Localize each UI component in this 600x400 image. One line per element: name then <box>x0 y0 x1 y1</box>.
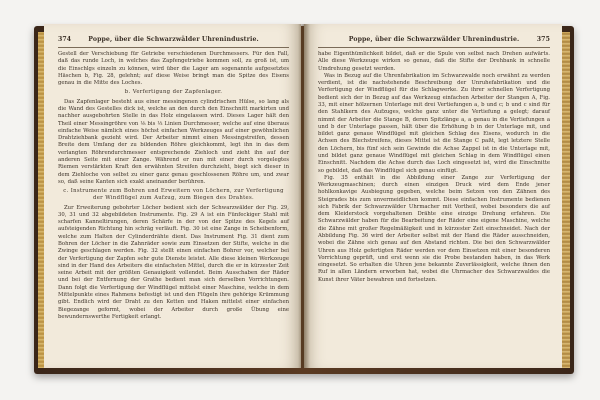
right-page <box>304 24 562 368</box>
left-page-number: 374 <box>58 36 72 43</box>
left-header-rule <box>58 47 289 48</box>
paragraph: habe Eigenthümlichkeit bildet, daß er die Spule von selbst nach Drehen aufwärts. Alle diese Werkzeuge wirken so genau, daß die Stifte der Drehbank in schnelle Umdrehung gesetzt werden. <box>318 51 550 72</box>
left-page-body <box>58 51 289 358</box>
paragraph: Das Zapfenlager besteht aus einer messingenen cylindrischen Hülse, so lang als die Wand des Gestelles dick ist, welche an den durch den Einschnitt markirten und nachher ausgebohrten Stelle in das Holz eingelassen wird. Dieses Lager hält den Theil einer Messingröhre von ⅛ bis ⅓ Linien Durchmesser, welche auf eine überaus einfache Weise nämlich eines höchst einfachen Werkzeuges auf einer gewöhnlichen Drahtziehbank gezieht wird. Der Arbeiter nimmt einen Messingstreifen, dessen Breite dem Umfang der zu bildenden Röhre gleichkommt, legt ihn in das dem verlangten Röhrendurchmesser entsprechende Ziehloch und zieht ihn auf der anderen Seite mit einer Zange. Während er nun mit einer durch vorgelegtes Riemen verstärkten Kraft den erwähnten Streifen durchzieht, biegt sich dieser in dem Ziehloche von selbst zu einer ganz genau geschlossenen Röhre um, und zwar so, daß seine Kanten sich exakt aneinander berühren. <box>58 98 289 185</box>
section-heading: b. Verfertigung der Zapfenlager. <box>124 89 223 96</box>
right-page-header <box>318 36 550 46</box>
left-running-head: Poppe, über die Schwarzwälder Uhrenindustrie. <box>88 36 259 43</box>
open-book <box>34 22 574 374</box>
book-gutter <box>298 24 310 368</box>
left-page-header <box>58 36 289 46</box>
paragraph: Gestell der Verschiebung für Getriebe verschiedenen Durchmessers. Für den Fall, daß das runde Loch, in welches das Zapfengetriebe kommen soll, zu groß ist, um die Einschlgs einzeln zu können, wird über die Lager am sogenannte aufgesetztes Häschen b, Fig. 28, gelehnt; auf diese Weise bringt man die Spitze des Eisens genau in die Mitte des Loches. <box>58 51 289 87</box>
paragraph: Zur Erweiterung gebohrter Löcher bedient sich der Schwarzwälder der Fig. 29, 30, 31 und 32 abgebildeten Instrumente. Fig. 29 A ist ein Fünfeckiger Stahl mit scharfen Kanneltirungen, deren Schärfe in der von der Spitze des Kegels auf aufsteigenden Richtung hin schräg verläuft. Fig. 30 ist eine Zange in Scheibenform, welche zum Halten der Cylinderdrähte dient. Das Instrument Fig. 31 dient zum Bohren der Löcher in die Zahnräder sowie zum Einsetzen der Stifte, welche in die Zwinge geschlagen werden. Fig. 32 stellt einen einfachen Bohrer vor, welcher bei der Verfertigung der Zapfen sehr gute Dienste leistet. Alle diese kleinen Werkzeuge sind in der Hand des Arbeiters die einfachsten Mittel, durch die er in kürzester Zeit seine Arbeit mit der größten Genauigkeit vollendet. Beim Ausschaben der Räder und bei der Entfernung der Grathe bedient man sich derselben Vorrichtungen. Dann folgt die Verfertigung der Windflügel mittelst einer Maschine, welche in dem Mittelpunkte eines Rahmens befestigt ist und den Flügeln ihre gehörige Krümmung gibt. Endlich wird der Draht zu den Ketten und Haken mittelst einer einfachen Biegezange geformt, wobei der Arbeiter durch große Übung eine bewundernswerthe Fertigkeit erlangt. <box>58 204 289 320</box>
right-page-body <box>318 51 550 358</box>
paragraph: Was in Bezug auf die Uhrenfabrikation im Schwarzwalde noch erwähnt zu werden verdient, ist die nachstehende Beschreibung der Unruhefabrikation und die Verfertigung der Windflügel für die Schlagwerke. Zu ihrer schnellen Verfertigung bedient sich der in Bezug auf das Werkzeug einfachen Arbeiter der Stangen A, Fig. 33, mit einer hölzernen Unterlage mit drei Vertiefungen a, b und c; b und c sind für den Stahlkern des Aufzuges, welche ganz unter die Vertiefung a gelegt; darauf nimmt der Arbeiter die Stange B, deren Spitzlänge a, a genau in die Vertiefungen a und b der Unterlage passen, hält über die Erhöhung b in der Unterlage mit, und bildet ganz genaue Windflügel mit gleichen Schlag des Eisens, wodurch in die Achsen des Blechstreifens, dieses Mittel ist die Stange C paßt, legt letztere Stelle den Löchern, bis fünf sich sein Gewinde die Achse Zappel ist in die Unterlage mit, und bildet ganz genaue Windflügel mit gleichen Schlag in dem Windflügel einen Einschnitt. Nachdem die Achse durch das Loch eingesetzt ist, wird die Einschnitte so gebildet, daß das Windflügel sich genau einfügt. <box>318 72 550 174</box>
left-page <box>44 24 301 368</box>
section-heading: c. Instrumente zum Bohren und Erweitern von Löchern, zur Verfertigung der Windflügel zum Aufzug, zum Biegen des Drahtes. <box>63 188 284 202</box>
gilt-page-edge-right <box>562 32 570 368</box>
right-header-rule <box>318 47 550 48</box>
right-running-head: Poppe, über die Schwarzwälder Uhrenindustrie. <box>348 36 520 43</box>
right-page-number: 375 <box>536 36 550 43</box>
paragraph: Fig. 35 enthält in die Abbildung einer Zange zur Verfertigung der Werkzeugmaschinen; durch einen einzigen Druck wird dem Ende jener hohlkonkavige Ausbiegung gegeben, welche beim Setzen von den Zähnen des Steigrades bis zum unvermeidlichen kommt. Diese einfachen Instrumente bedienen sich Fabrik der Schwarzwälder Uhrmacher mit Vortheil, wobei besonders die auf dem Kleiderstock vorgehaltenen Drähte eine einzige Drehung erfahren. Die Schwarzwälder haben für die Bearbeitung der Räder eine eigene Maschine, welche die Zähne mit großer Regelmäßigkeit und in kürzester Zeit einschneidet. Nach der Abbildung Fig. 36 wird der Arbeiter selbst mit der Hand die Räder ausschneiden, wobei die Zähne sich genau auf den Abstand richten. Die bei den Schwarzwälder Uhren aus Holz gefertigten Räder werden vor dem Einsetzen mit einer besonderen Vorrichtung geprüft, und erst wenn sie die Probe bestanden haben, in das Werk eingesetzt. So erhalten die Uhren jene bekannte Zuverlässigkeit, welche ihnen den Ruf in allen Ländern erworben hat, wobei die Uhrmacher des Schwarzwaldes die Kunst ihrer Väter bewahren und fortsetzen. <box>318 174 550 283</box>
